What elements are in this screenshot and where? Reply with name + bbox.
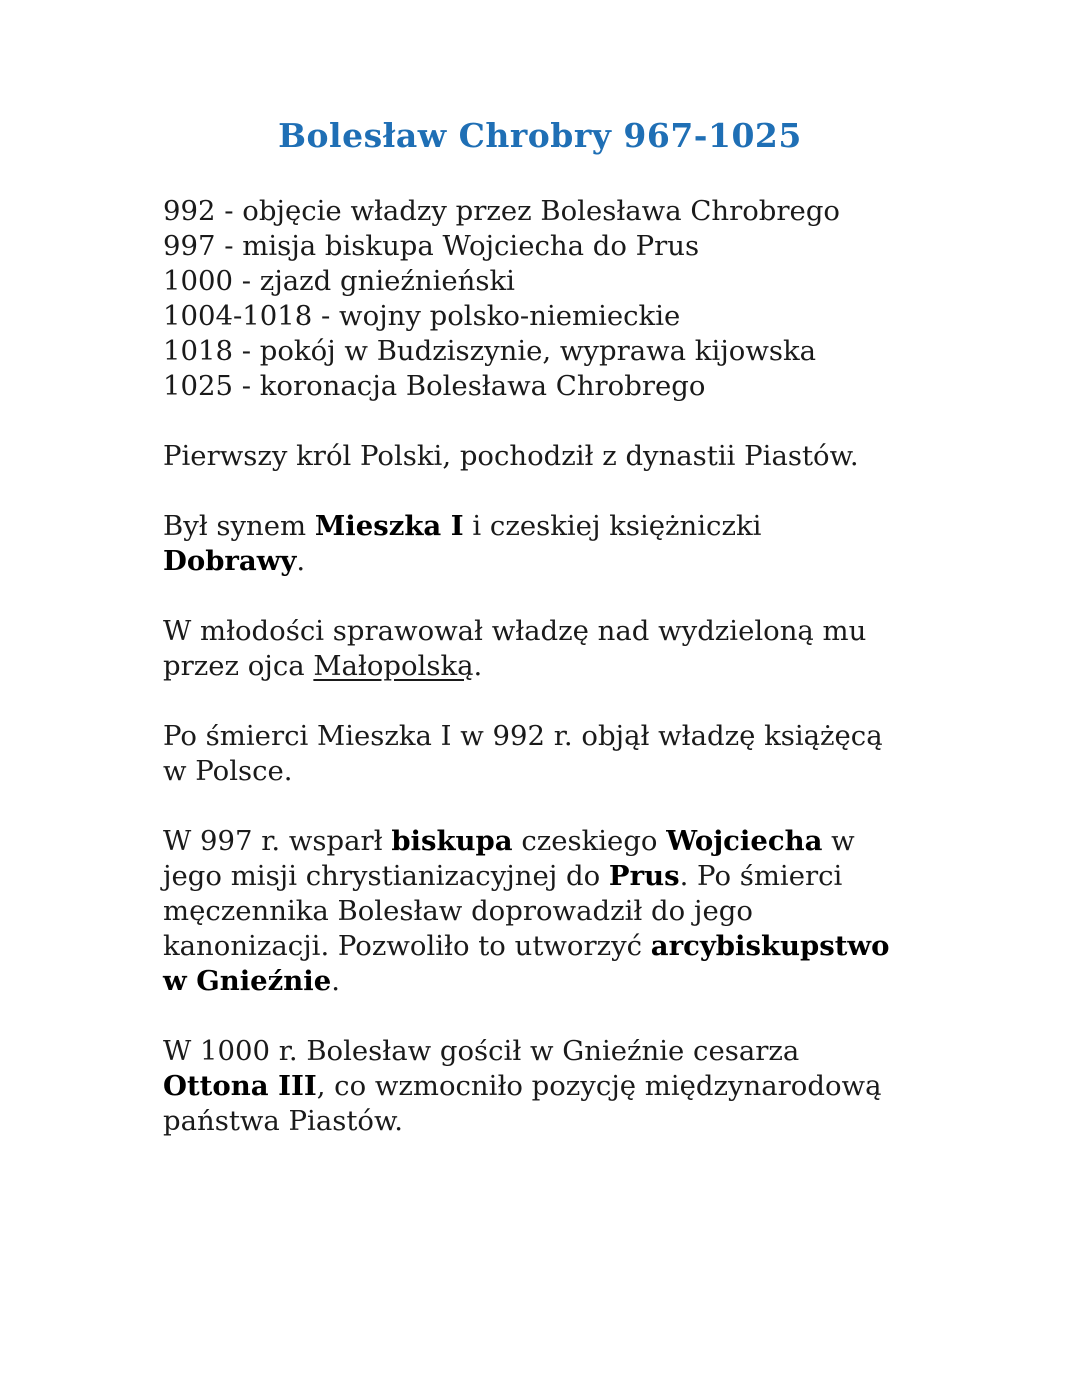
paragraph-otto [163,1034,943,1139]
text-line: W młodości sprawował władzę nad wydzieloną mu [163,615,867,647]
text-line: w Polsce. [163,755,293,787]
timeline-item: 997 - misja biskupa Wojciecha do Prus [163,230,700,262]
spacer [163,684,943,719]
bold-term: Prus [608,860,680,892]
underlined-term: Małopolską [313,650,474,682]
text-run: czeskiego [512,825,667,857]
bold-term: Mieszka I [314,510,464,542]
text-run: przez ojca [163,650,314,682]
text-line [163,964,943,999]
bold-term: Ottona III [163,1070,317,1102]
text-run: . [296,545,306,577]
text-run: Był synem [163,510,315,542]
spacer [163,579,943,614]
text-run: w [822,825,855,857]
text-run: . [473,650,483,682]
bold-term: biskupa [391,825,513,857]
paragraph-wojciech [163,824,943,999]
bold-term: Wojciecha [666,825,823,857]
paragraph-parents [163,509,943,579]
document-body [163,194,943,1139]
paragraph-youth [163,614,943,684]
page-title: Bolesław Chrobry 967-1025 [278,116,802,155]
bold-term: Dobrawy [163,545,297,577]
paragraph-first-king [163,439,943,474]
timeline-item: 1018 - pokój w Budziszynie, wyprawa kijowska [163,335,817,367]
text-line [163,929,943,964]
text-line [163,509,943,544]
text-run: W 997 r. wsparł [163,825,392,857]
text-line [163,1069,943,1104]
timeline-item: 1025 - koronacja Bolesława Chrobrego [163,370,706,402]
text-line: Po śmierci Mieszka I w 992 r. objął władzę książęcą [163,720,883,752]
text-line: męczennika Bolesław doprowadził do jego [163,895,753,927]
spacer [163,999,943,1034]
text-line [163,544,943,579]
paragraph-rule [163,719,943,789]
timeline-item: 992 - objęcie władzy przez Bolesława Chrobrego [163,195,840,227]
timeline-item: 1000 - zjazd gnieźnieński [163,265,515,297]
text-run: . Po śmierci [679,860,843,892]
text-line [163,649,943,684]
text-line [163,824,943,859]
spacer [163,789,943,824]
text-run: . [331,965,340,997]
spacer [163,474,943,509]
text-line [163,859,943,894]
timeline-item: 1004-1018 - wojny polsko-niemieckie [163,300,681,332]
bold-term: w Gnieźnie [163,965,332,997]
text-run: jego misji chrystianizacyjnej do [163,860,609,892]
text-run: , co wzmocniło pozycję międzynarodową [316,1070,882,1102]
text-run: i czeskiej księżniczki [463,510,762,542]
text-line: W 1000 r. Bolesław gościł w Gnieźnie cesarza [163,1035,800,1067]
spacer [163,404,943,439]
text-line: Pierwszy król Polski, pochodził z dynastii Piastów. [163,440,859,472]
bold-term: arcybiskupstwo [650,930,890,962]
text-run: kanonizacji. Pozwoliło to utworzyć [163,930,651,962]
timeline-list [163,194,943,404]
text-line: państwa Piastów. [163,1105,403,1137]
